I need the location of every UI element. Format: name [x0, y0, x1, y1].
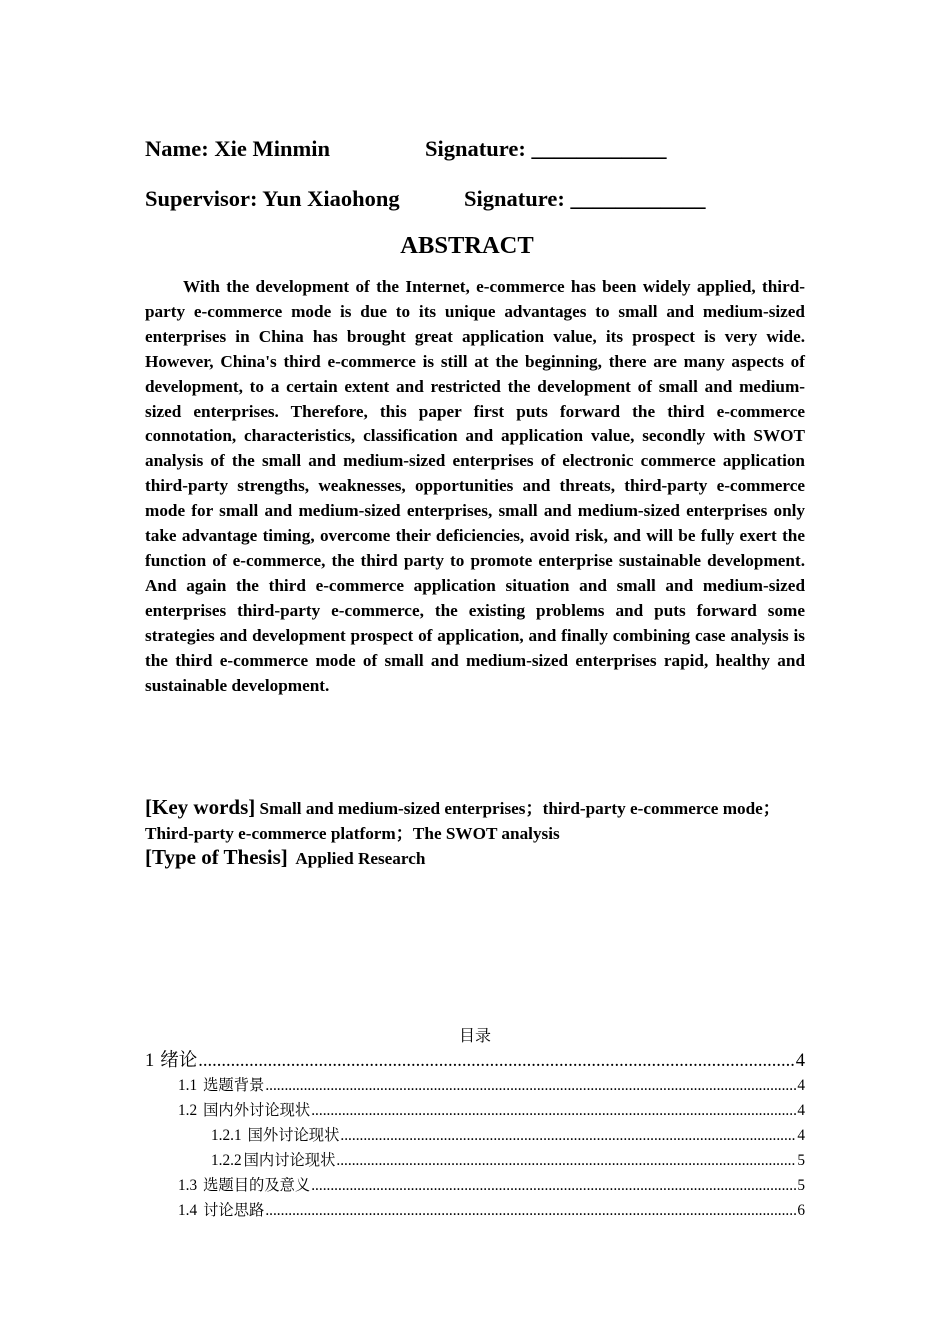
toc-entry[interactable]	[145, 1046, 805, 1072]
toc-entry-page: 4	[797, 1077, 805, 1094]
toc-entry[interactable]	[178, 1173, 805, 1195]
toc-entry-title: 选题目的及意义	[203, 1177, 311, 1194]
toc-entry[interactable]	[178, 1198, 805, 1220]
toc-entry-number: 1.4	[178, 1202, 198, 1219]
toc-leader	[265, 1202, 796, 1220]
toc-entry[interactable]	[178, 1098, 805, 1120]
toc-leader	[265, 1077, 796, 1095]
keywords-text: Small and medium-sized enterprises；third-party e-commerce mode；Third-party e-commerce platform；The SWOT analysis	[145, 799, 780, 843]
toc-entry-title: 国外讨论现状	[247, 1127, 340, 1144]
thesis-type-label: [Type of Thesis]	[145, 845, 288, 869]
supervisor-name: Supervisor: Yun Xiaohong	[145, 186, 400, 211]
toc-entry[interactable]	[211, 1148, 805, 1170]
toc-entry-number: 1.1	[178, 1077, 198, 1094]
toc-entry-page: 4	[797, 1102, 805, 1119]
student-name: Name: Xie Minmin	[145, 136, 330, 161]
toc-entry-page: 5	[797, 1177, 805, 1194]
thesis-type	[145, 845, 425, 870]
student-signature: Signature: ____________	[425, 136, 667, 161]
thesis-type-text: Applied Research	[287, 849, 426, 868]
keywords-label: [Key words]	[145, 795, 256, 819]
toc-leader	[340, 1127, 796, 1145]
toc-entry-number: 1.2.1	[211, 1127, 242, 1144]
toc-leader	[311, 1177, 796, 1195]
toc-entry[interactable]	[211, 1123, 805, 1145]
toc-entry-title: 选题背景	[203, 1077, 265, 1094]
toc-leader	[198, 1051, 794, 1072]
toc-entry-title: 讨论思路	[203, 1202, 265, 1219]
toc-entry-page: 4	[795, 1051, 805, 1071]
toc-entry-title: 国内外讨论现状	[203, 1102, 311, 1119]
toc-entry-number: 1.2.2	[211, 1152, 242, 1169]
keywords	[145, 795, 815, 846]
toc-leader	[311, 1102, 796, 1120]
toc-entry-number: 1	[145, 1051, 155, 1071]
toc-entry-page: 4	[797, 1127, 805, 1144]
abstract-body: With the development of the Internet, e-commerce has been widely applied, third-party e-commerce mode is due to its unique advantages to small and medium-sized enterprises in China has brought great application value, its prospect is very wide. However, China's third e-commerce is still at the beginning, there are many aspects of development, to a certain extent and restricted the development of small and medium-sized enterprises. Therefore, this paper first puts forward the third e-commerce connotation, characteristics, classification and application value, secondly with SWOT analysis of the small and medium-sized enterprises of electronic commerce application third-party strengths, weaknesses, opportunities and threats, third-party e-commerce mode for small and medium-sized enterprises, small and medium-sized enterprises only take advantage timing, overcome their deficiencies, avoid risk, and will be fully exert the function of e-commerce, the third party to promote enterprise sustainable development. And again the third e-commerce application situation and small and medium-sized enterprises third-party e-commerce, the existing problems and puts forward some strategies and development prospect of application, and finally combining case analysis is the third e-commerce mode of small and medium-sized enterprises rapid, healthy and sustainable development.	[145, 277, 805, 695]
toc-entry-title: 绪论	[160, 1051, 198, 1071]
toc-entry-number: 1.2	[178, 1102, 198, 1119]
abstract-title: ABSTRACT	[400, 232, 534, 259]
toc-entry-number: 1.3	[178, 1177, 198, 1194]
toc-leader	[336, 1152, 796, 1170]
toc-entry-page: 5	[797, 1152, 805, 1169]
supervisor-line	[145, 186, 706, 212]
student-name-line	[145, 136, 667, 162]
toc-entry[interactable]	[178, 1073, 805, 1095]
toc-entry-title: 国内讨论现状	[243, 1152, 336, 1169]
toc-title: 目录	[458, 1028, 491, 1045]
toc-entry-page: 6	[797, 1202, 805, 1219]
supervisor-signature: Signature: ____________	[464, 186, 706, 211]
